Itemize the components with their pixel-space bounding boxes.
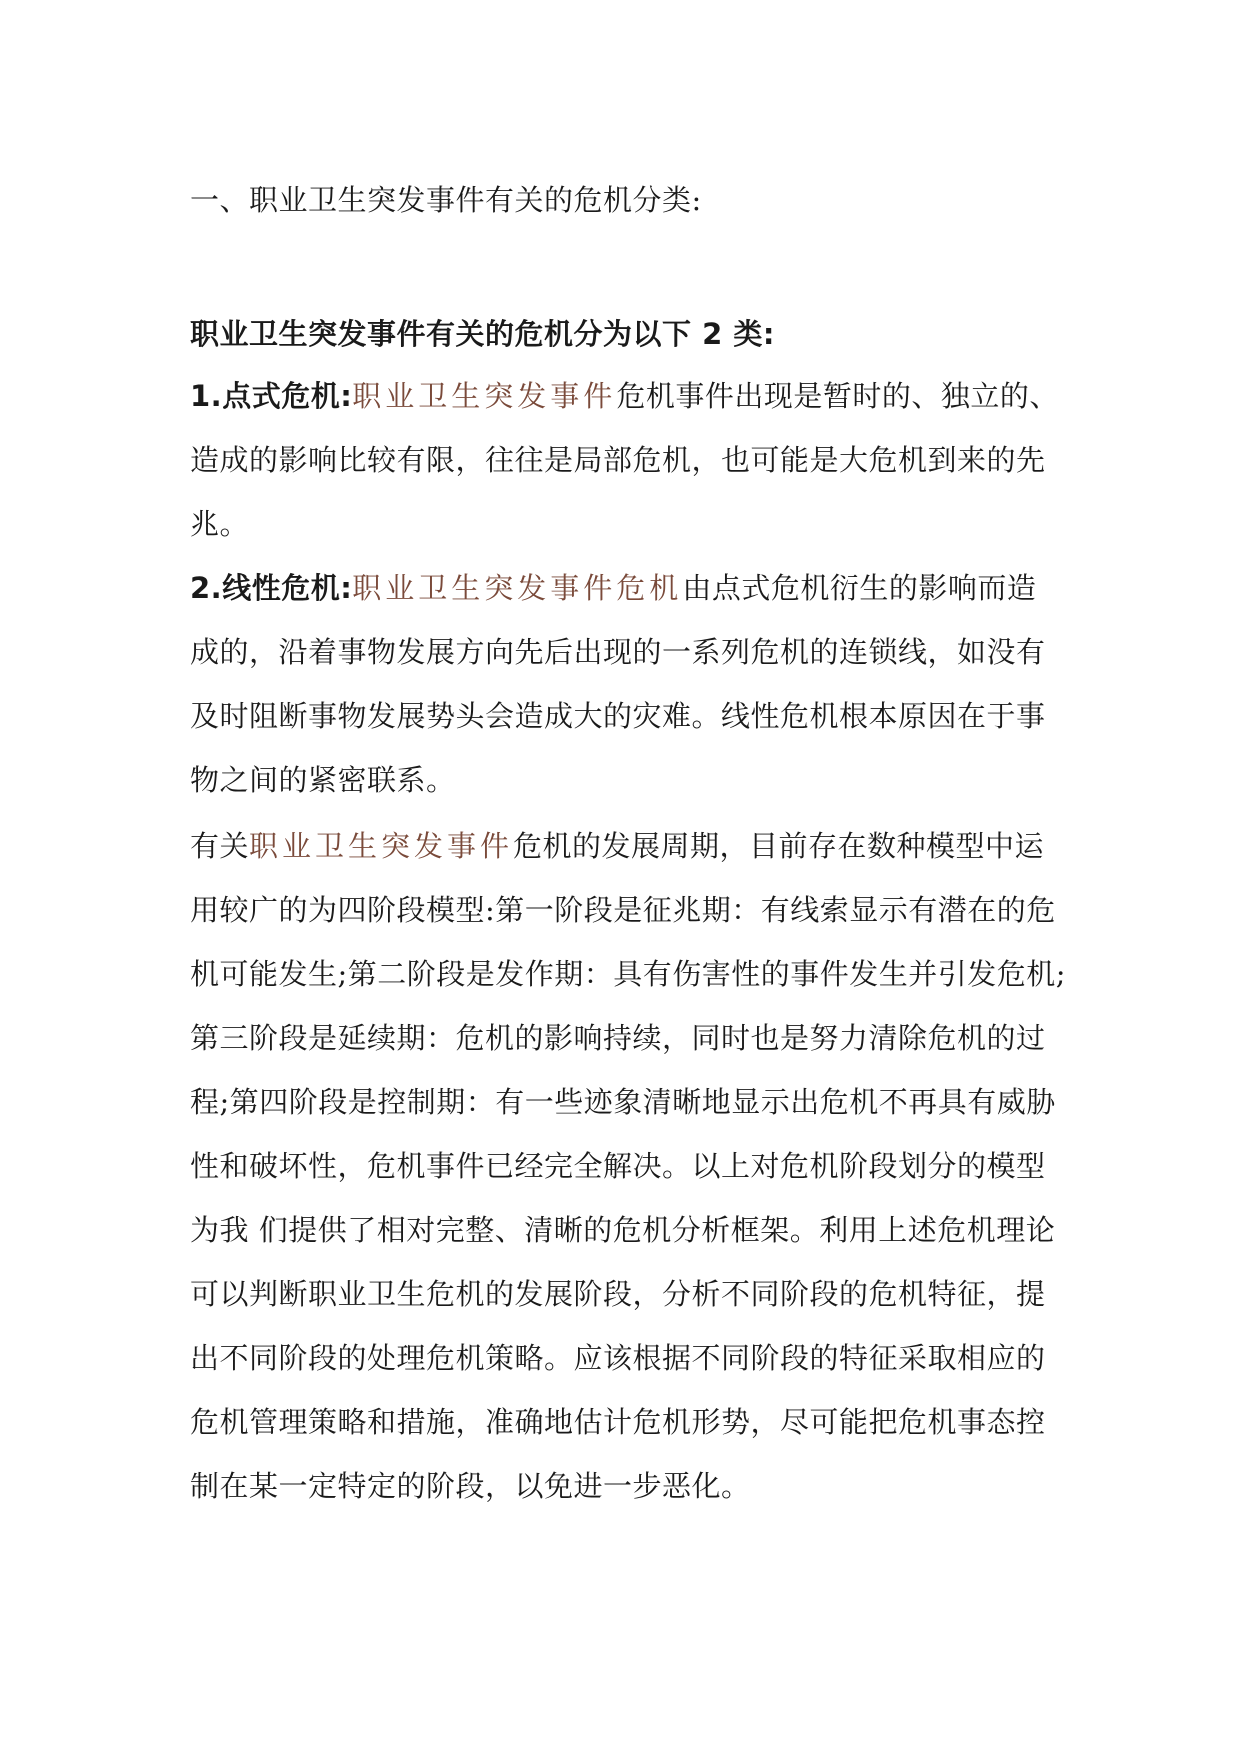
item2-line2: 成的，沿着事物发展方向先后出现的一系列危机的连锁线，如没有 [190, 635, 1046, 669]
section-heading: 一、职业卫生突发事件有关的危机分类: [190, 183, 702, 217]
item1-link[interactable]: 职业卫生突发事件 [352, 379, 617, 413]
para-line: 性和破坏性，危机事件已经完全解决。以上对危机阶段划分的模型 [190, 1149, 1046, 1183]
para-line: 机可能发生;第二阶段是发作期：具有伤害性的事件发生并引发危机; [190, 957, 1067, 991]
para-line: 用较广的为四阶段模型:第一阶段是征兆期：有线索显示有潜在的危 [190, 893, 1056, 927]
item2-line4: 物之间的紧密联系。 [190, 763, 456, 797]
item1-line1-text: 危机事件出现是暂时的、独立的、 [616, 379, 1059, 413]
item1-line3: 兆。 [190, 507, 250, 541]
para-line: 可以判断职业卫生危机的发展阶段，分析不同阶段的危机特征，提 [190, 1277, 1046, 1311]
para-line: 第三阶段是延续期：危机的影响持续，同时也是努力清除危机的过 [190, 1021, 1046, 1055]
para-line1-text: 危机的发展周期，目前存在数种模型中运 [513, 829, 1045, 863]
item2-line1 [190, 568, 1036, 608]
para-prefix: 有关 [190, 829, 250, 863]
para-line: 为我 们提供了相对完整、清晰的危机分析框架。利用上述危机理论 [190, 1213, 1056, 1247]
para-link[interactable]: 职业卫生突发事件 [249, 829, 514, 863]
para-line: 制在某一定特定的阶段，以免进一步恶化。 [190, 1469, 751, 1503]
para-line: 出不同阶段的处理危机策略。应该根据不同阶段的特征采取相应的 [190, 1341, 1046, 1375]
para-line: 程;第四阶段是控制期：有一些迹象清晰地显示出危机不再具有威胁 [190, 1085, 1056, 1119]
item2-line1-text: 由点式危机衍生的影响而造 [682, 571, 1037, 605]
subheading: 职业卫生突发事件有关的危机分为以下 2 类: [190, 317, 775, 351]
item1-line2: 造成的影响比较有限，往往是局部危机，也可能是大危机到来的先 [190, 443, 1046, 477]
item1-line1 [190, 376, 1059, 416]
item1-label: 1.点式危机: [190, 379, 353, 413]
para-line: 危机管理策略和措施，准确地估计危机形势，尽可能把危机事态控 [190, 1405, 1046, 1439]
para-line1 [190, 826, 1044, 866]
item2-link[interactable]: 职业卫生突发事件危机 [352, 571, 683, 605]
item2-line3: 及时阻断事物发展势头会造成大的灾难。线性危机根本原因在于事 [190, 699, 1046, 733]
item2-label: 2.线性危机: [190, 571, 353, 605]
